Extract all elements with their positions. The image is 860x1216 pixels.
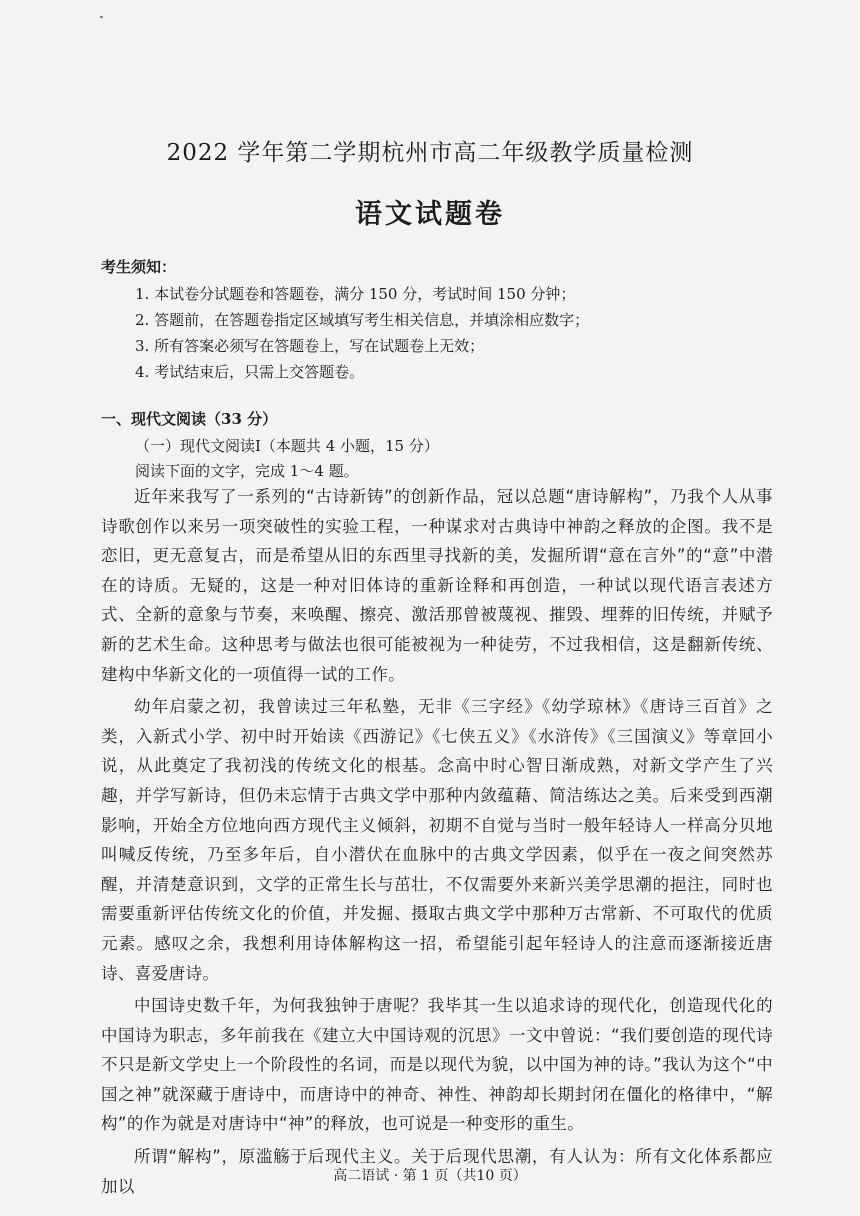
- candidate-notice: [101, 256, 781, 385]
- passage-paragraph: 所谓“解构”，原滥觞于后现代主义。关于后现代思潮，有人认为：所有文化体系都应加以: [101, 1147, 773, 1196]
- notice-item: 2. 答题前，在答题卷指定区域填写考生相关信息，并填涂相应数字；: [135, 311, 590, 329]
- notice-item: 4. 考试结束后，只需上交答题卷。: [135, 363, 365, 381]
- reading-passage: [101, 482, 773, 1204]
- section-header: [101, 408, 781, 485]
- notice-list: [101, 281, 781, 385]
- subject-title: 语文试题卷: [355, 199, 505, 230]
- subsection-heading: （一）现代文阅读Ⅰ（本题共 4 小题，15 分）: [135, 437, 439, 455]
- reading-instruction: 阅读下面的文字，完成 1～4 题。: [135, 462, 359, 480]
- passage-paragraph: 幼年启蒙之初，我曾读过三年私塾，无非《三字经》《幼学琼林》《唐诗三百首》之类，入新式小学、初中时开始读《西游记》《七侠五义》《水浒传》《三国演义》等章回小说，从此奠定了我初浅的传统文化的根基。念高中时心智日渐成熟，对新文学产生了兴趣，并学写新诗，但仍未忘情于古典文学中那种内敛蕴藉、简洁练达之美。后来受到西潮影响，开始全方位地向西方现代主义倾斜，初期不自觉与当时一般年轻诗人一样高分贝地叫喊反传统，乃至多年后，自小潜伏在血脉中的古典文学因素，似乎在一夜之间突然苏醒，并清楚意识到，文学的正常生长与茁壮，不仅需要外来新兴美学思潮的挹注，同时也需要重新评估传统文化的价值，并发掘、摄取古典文学中那种万古常新、不可取代的优质元素。感叹之余，我想利用诗体解构这一招，希望能引起年轻诗人的注意而逐渐接近唐诗、喜爱唐诗。: [101, 697, 773, 983]
- passage-paragraph: 中国诗史数千年，为何我独钟于唐呢？我毕其一生以追求诗的现代化，创造现代化的中国诗为职志，多年前我在《建立大中国诗观的沉思》一文中曾说：“我们要创造的现代诗不只是新文学史上一个阶段性的名词，而是以现代为貌，以中国为神的诗。”我认为这个“中国之神”就深藏于唐诗中，而唐诗中的神奇、神性、神韵却长期封闭在僵化的格律中，“解构”的作为就是对唐诗中“神”的释放，也可说是一种变形的重生。: [101, 996, 773, 1134]
- page-footer: 高二语试 · 第 1 页（共10 页）: [333, 1168, 527, 1184]
- scan-speck: [100, 16, 103, 18]
- passage-paragraph: 近年来我写了一系列的“古诗新铸”的创新作品，冠以总题“唐诗解构”，乃我个人从事诗歌创作以来另一项突破性的实验工程，一种谋求对古典诗中神韵之释放的企图。我不是恋旧，更无意复古，而是希望从旧的东西里寻找新的美，发掘所谓“意在言外”的“意”中潜在的诗质。无疑的，这是一种对旧体诗的重新诠释和再创造，一种试以现代语言表述方式、全新的意象与节奏，来唤醒、擦亮、激活那曾被蔑视、摧毁、埋葬的旧传统，并赋予新的艺术生命。这种思考与做法也很可能被视为一种徒劳，不过我相信，这是翻新传统、建构中华新文化的一项值得一试的工作。: [101, 487, 773, 684]
- section-heading: 一、现代文阅读（33 分）: [101, 410, 278, 428]
- exam-title: 2022 学年第二学期杭州市高二年级教学质量检测: [166, 140, 694, 166]
- notice-heading: 考生须知：: [101, 258, 177, 276]
- notice-item: 1. 本试卷分试题卷和答题卷，满分 150 分，考试时间 150 分钟；: [135, 285, 576, 303]
- notice-item: 3. 所有答案必须写在答题卷上，写在试题卷上无效；: [135, 337, 485, 355]
